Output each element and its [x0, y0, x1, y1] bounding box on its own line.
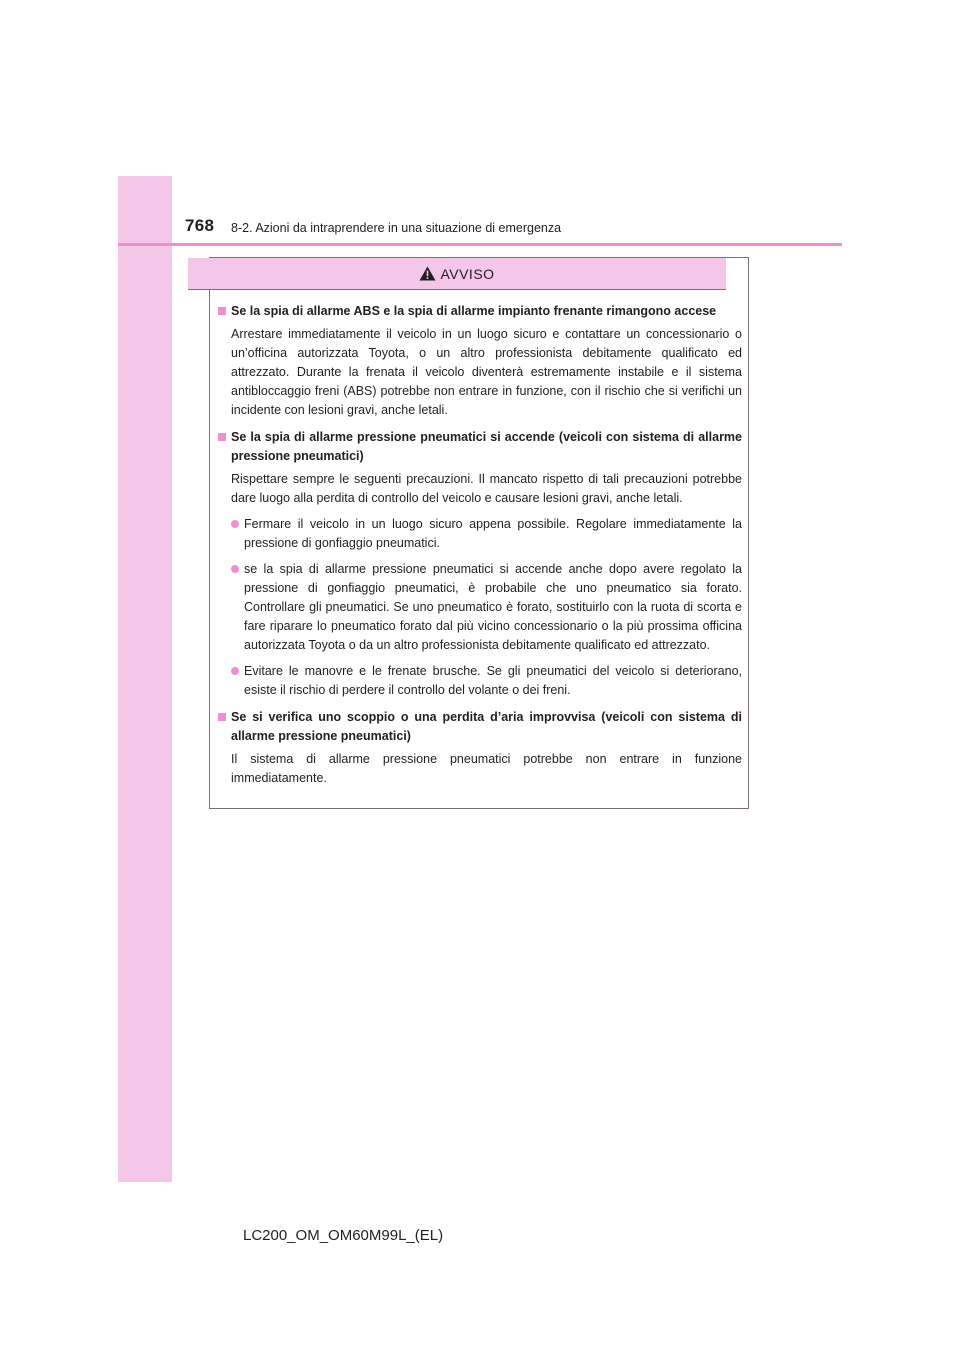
- item-paragraph: Arrestare immediatamente il veicolo in un luogo sicuro e contattare un concessionario o un’officina autorizzata Toyota, o un altro professionista debitamente qualificato ed attrezzato. Durante la frenata il veicolo diventerà estremamente instabile e il sistema antibloccaggio freni (ABS) potrebbe non entrare in funzione, con il rischio che si verifichi un incidente con lesioni gravi, anche letali.: [231, 327, 742, 417]
- square-bullet-icon: [218, 307, 226, 315]
- page-number: 768: [185, 216, 215, 235]
- round-bullet-icon: [231, 520, 239, 528]
- item-heading: [218, 428, 742, 466]
- list-item-text: Fermare il veicolo in un luogo sicuro appena possibile. Regolare immediatamente la pressione di gonfiaggio pneumatici.: [244, 517, 742, 550]
- list-item: [231, 662, 742, 700]
- warning-item-abs: [218, 302, 742, 420]
- square-bullet-icon: [218, 713, 226, 721]
- footer-code: LC200_OM_OM60M99L_(EL): [243, 1227, 444, 1244]
- list-item: [231, 515, 742, 553]
- item-heading: [218, 708, 742, 746]
- warning-header: [188, 258, 726, 290]
- warning-title: AVVISO: [440, 265, 495, 282]
- item-heading-text: Se la spia di allarme ABS e la spia di allarme impianto frenante rimangono accese: [231, 304, 717, 318]
- item-heading-text: Se si verifica uno scoppio o una perdita d’aria improvvisa (veicoli con sistema di allarme pressione pneumatici): [231, 710, 742, 743]
- warning-box: [209, 257, 749, 809]
- warning-item-blowout: [218, 708, 742, 788]
- item-paragraph: Il sistema di allarme pressione pneumatici potrebbe non entrare in funzione immediatamente.: [231, 752, 742, 785]
- round-bullet-icon: [231, 667, 239, 675]
- item-heading-text: Se la spia di allarme pressione pneumatici si accende (veicoli con sistema di allarme pressione pneumatici): [231, 430, 742, 463]
- list-item-text: Evitare le manovre e le frenate brusche. Se gli pneumatici del veicolo si deteriorano, esiste il rischio di perdere il controllo del volante o dei freni.: [244, 664, 742, 697]
- side-color-band: [118, 176, 172, 1182]
- warning-body: [210, 290, 748, 788]
- round-bullet-icon: [231, 565, 239, 573]
- section-title: 8-2. Azioni da intraprendere in una situazione di emergenza: [231, 221, 562, 235]
- list-item-text: se la spia di allarme pressione pneumatici si accende anche dopo avere regolato la pressione di gonfiaggio pneumatici, è probabile che uno pneumatico sia forato. Controllare gli pneumatici. Se uno pneumatico è forato, sostituirlo con la ruota di scorta e fare riparare lo pneumatico forato dal più vicino concessionario o la più prossima officina autorizzata Toyota o da un altro professionista debitamente qualificato ed attrezzato.: [244, 562, 742, 652]
- list-item: [231, 560, 742, 655]
- warning-item-tire-pressure: [218, 428, 742, 700]
- square-bullet-icon: [218, 433, 226, 441]
- item-paragraph: Rispettare sempre le seguenti precauzioni. Il mancato rispetto di tali precauzioni potrebbe dare luogo alla perdita di controllo del veicolo e causare lesioni gravi, anche letali.: [231, 472, 742, 505]
- item-heading: [218, 302, 742, 321]
- header-rule: [118, 243, 842, 246]
- warning-triangle-icon: [419, 266, 436, 281]
